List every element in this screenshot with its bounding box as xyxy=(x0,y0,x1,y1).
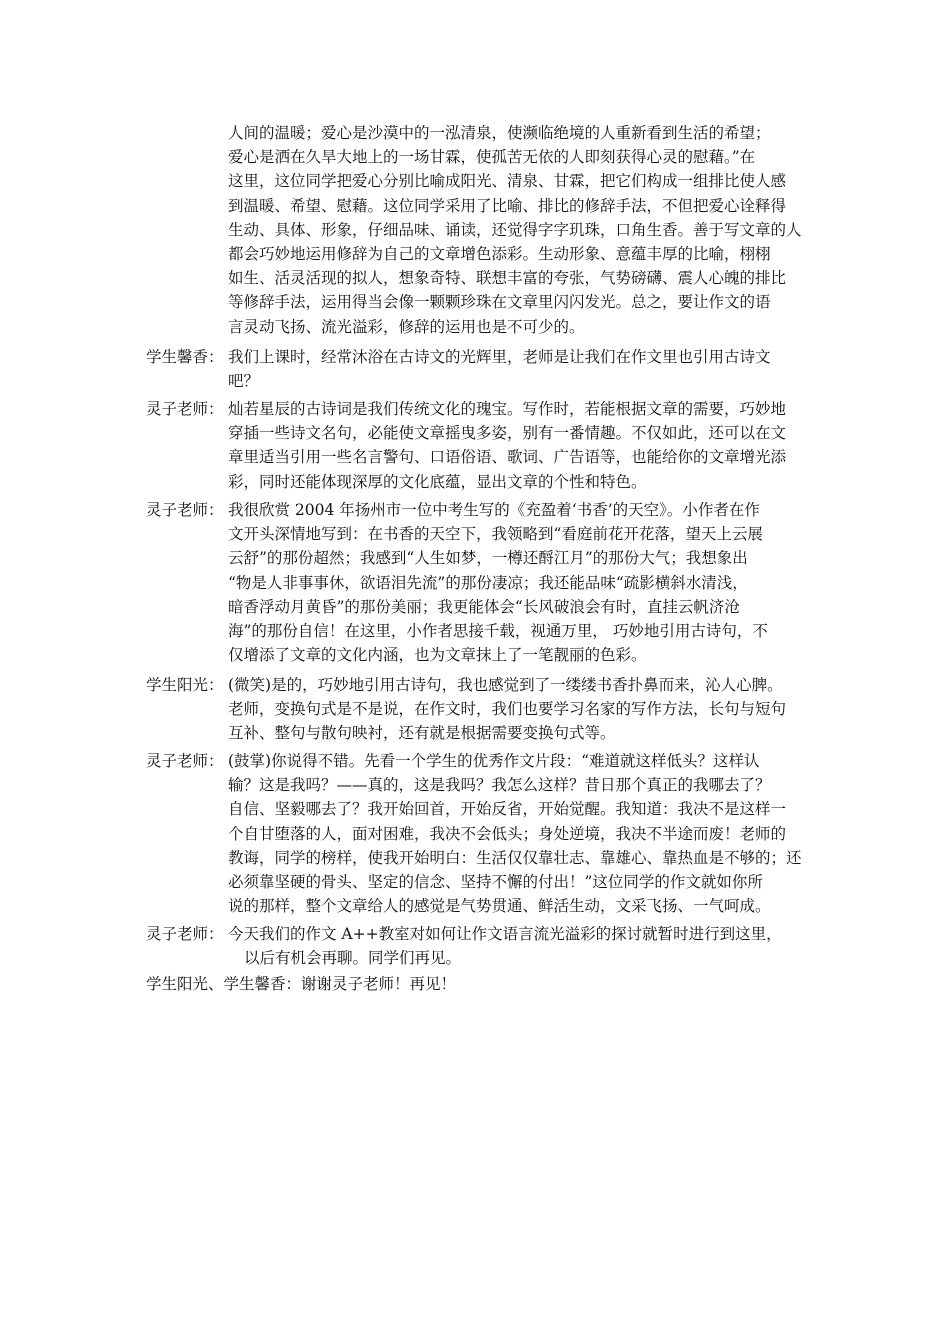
dialogue-entry xyxy=(146,972,826,996)
text-line: 彩，同时还能体现深厚的文化底蕴，显出文章的个性和特色。 xyxy=(228,472,647,491)
text-line: 海”的那份自信！在这里，小作者思接千载，视通万里， 巧妙地引用古诗句，不 xyxy=(228,621,768,640)
text-line: 生动、具体、形象，仔细品味、诵读，还觉得字字玑珠，口角生香。善于写文章的人 xyxy=(228,220,802,239)
dialogue-entry xyxy=(146,498,826,667)
text-line: 今天我们的作文 A++教室对如何让作文语言流光溢彩的探讨就暂时进行到这里， xyxy=(228,925,782,943)
dialogue-entry xyxy=(146,397,826,494)
text-line: 自信、坚毅哪去了？我开始回首，开始反省，开始觉醒。我知道：我决不是这样一 xyxy=(228,800,787,819)
text-line: 输？这是我吗？——真的，这是我吗？我怎么这样？昔日那个真正的我哪去了？ xyxy=(228,776,771,795)
text-line: “物是人非事事休，欲语泪先流”的那份凄凉；我还能品味“疏影横斜水清浅， xyxy=(228,573,748,592)
text-line: 以后有机会再聊。同学们再见。 xyxy=(244,949,462,968)
text-line: 教诲，同学的榜样，使我开始明白：生活仅仅靠壮志、靠雄心、靠热血是不够的；还 xyxy=(228,848,802,867)
text-line: 文开头深情地写到：在书香的天空下，我领略到“看庭前花开花落，望天上云展 xyxy=(228,525,763,544)
text-line: 谢谢灵子老师！再见！ xyxy=(301,975,457,993)
text-line: 都会巧妙地运用修辞为自己的文章增色添彩。生动形象、意蕴丰厚的比喻，栩栩 xyxy=(228,244,771,263)
text-line: (微笑)是的，巧妙地引用古诗句，我也感觉到了一缕缕书香扑鼻而来，沁人心脾。 xyxy=(228,676,783,694)
speaker-label: 灵子老师： xyxy=(146,400,224,418)
text-line: (鼓掌)你说得不错。先看一个学生的优秀作文片段：“难道就这样低头？这样认 xyxy=(228,752,760,770)
dialogue-entry xyxy=(146,345,826,393)
text-line: 章里适当引用一些名言警句、口语俗语、歌词、广告语等，也能给你的文章增光添 xyxy=(228,448,787,467)
text-line: 穿插一些诗文名句，必能使文章摇曳多姿，别有一番情趣。不仅如此，还可以在文 xyxy=(228,424,787,443)
text-line: 人间的温暖；爱心是沙漠中的一泓清泉，使濒临绝境的人重新看到生活的希望； xyxy=(228,124,771,142)
speaker-label: 灵子老师： xyxy=(146,925,224,943)
text-line: 到温暖、希望、慰藉。这位同学采用了比喻、排比的修辞手法，不但把爱心诠释得 xyxy=(228,196,787,215)
text-line: 仅增添了文章的文化内涵，也为文章抹上了一笔靓丽的色彩。 xyxy=(228,646,647,665)
text-line: 爱心是洒在久旱大地上的一场甘霖，使孤苦无依的人即刻获得心灵的慰藉。”在 xyxy=(228,148,756,167)
dialogue-entry xyxy=(146,749,826,918)
speaker-label: 学生阳光、学生馨香： xyxy=(146,975,302,993)
speaker-label: 学生阳光： xyxy=(146,676,224,694)
text-line: 必须靠坚硬的骨头、坚定的信念、坚持不懈的付出！”这位同学的作文就如你所 xyxy=(228,872,763,891)
text-line: 个自甘堕落的人，面对困难，我决不会低头；身处逆境，我决不半途而废！老师的 xyxy=(228,824,787,843)
text-line: 云舒”的那份超然；我感到“人生如梦，一樽还酹江月”的那份大气；我想象出 xyxy=(228,549,748,568)
text-line: 吧？ xyxy=(228,372,260,391)
text-line: 灿若星辰的古诗词是我们传统文化的瑰宝。写作时，若能根据文章的需要，巧妙地 xyxy=(228,400,787,418)
dialogue-entry xyxy=(146,673,826,746)
text-line: 老师，变换句式是不是说，在作文时，我们也要学习名家的写作方法，长句与短句 xyxy=(228,700,787,719)
dialogue-entry xyxy=(146,922,826,970)
text-line: 我们上课时，经常沐浴在古诗文的光辉里，老师是让我们在作文里也引用古诗文 xyxy=(228,348,771,366)
text-line: 互补、整句与散句映衬，还有就是根据需要变换句式等。 xyxy=(228,724,616,743)
text-line: 这里，这位同学把爱心分别比喻成阳光、清泉、甘霖，把它们构成一组排比使人感 xyxy=(228,172,787,191)
speaker-label: 灵子老师： xyxy=(146,752,224,770)
text-line: 说的那样，整个文章给人的感觉是气势贯通、鲜活生动，文采飞扬、一气呵成。 xyxy=(228,897,771,916)
text-line: 暗香浮动月黄昏”的那份美丽；我更能体会“长风破浪会有时，直挂云帆济沧 xyxy=(228,597,740,616)
continued-paragraph xyxy=(228,121,812,339)
speaker-label: 学生馨香： xyxy=(146,348,224,366)
text-line: 言灵动飞扬、流光溢彩，修辞的运用也是不可少的。 xyxy=(228,317,585,336)
text-line: 我很欣赏 2004 年扬州市一位中考生写的《充盈着‘书香’的天空》。小作者在作 xyxy=(228,501,760,519)
speaker-label: 灵子老师： xyxy=(146,501,224,519)
text-line: 如生、活灵活现的拟人，想象奇特、联想丰富的夸张，气势磅礴、震人心魄的排比 xyxy=(228,269,787,288)
text-line: 等修辞手法，运用得当会像一颗颗珍珠在文章里闪闪发光。总之，要让作文的语 xyxy=(228,293,771,312)
